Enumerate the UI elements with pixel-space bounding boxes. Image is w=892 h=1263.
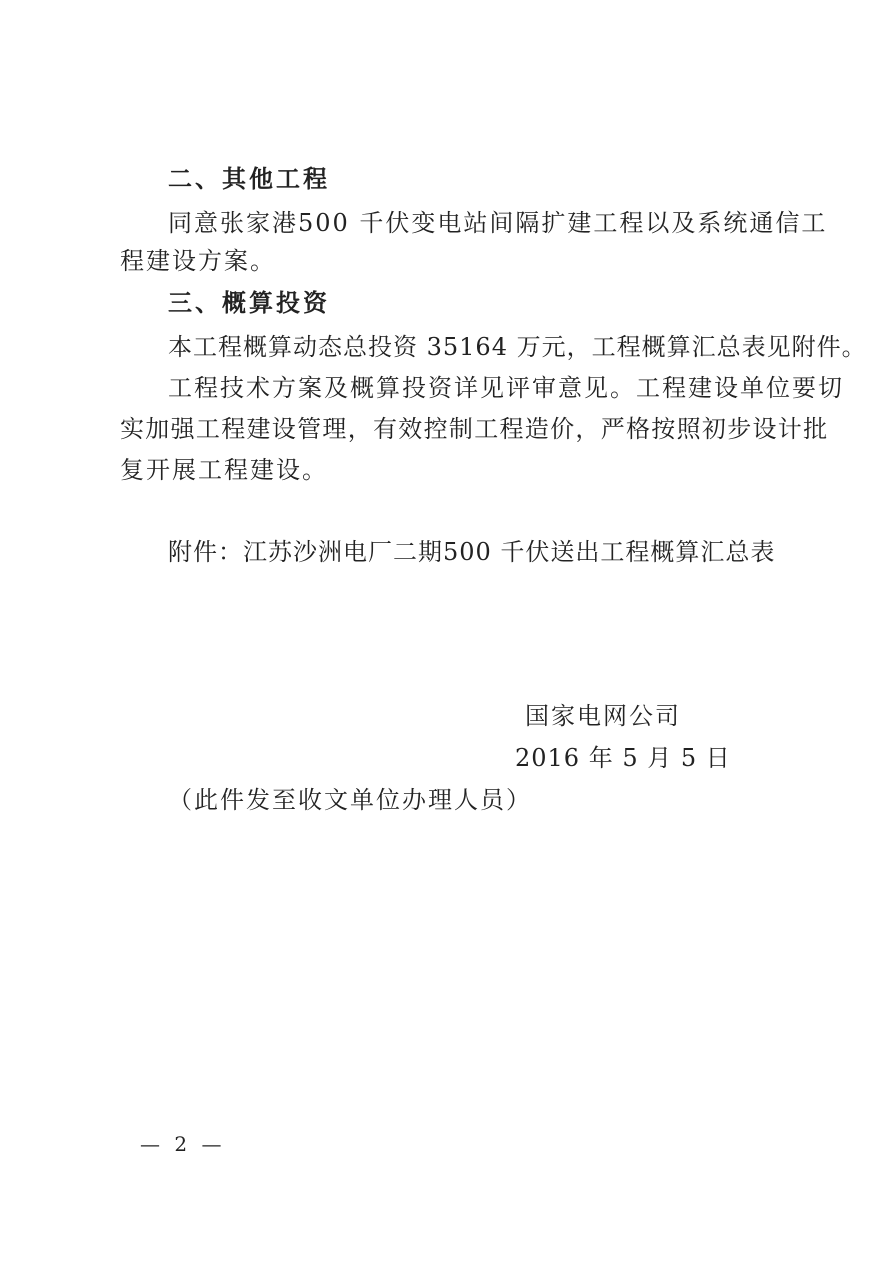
section-heading-budget-investment: 三、概算投资 [168,289,330,317]
section2-paragraph-line-1: 同意张家港500 千伏变电站间隔扩建工程以及系统通信工 [168,209,828,237]
issue-date: 2016 年 5 月 5 日 [515,744,731,772]
section-heading-other-works: 二、其他工程 [168,165,330,193]
section3-paragraph-2-line-3: 复开展工程建设。 [120,456,328,484]
section3-paragraph-2-line-2: 实加强工程建设管理，有效控制工程造价，严格按照初步设计批 [120,415,829,443]
attachment-line: 附件：江苏沙洲电厂二期500 千伏送出工程概算汇总表 [168,538,776,566]
page-number: — 2 — [140,1132,226,1156]
section2-paragraph-line-2: 程建设方案。 [120,247,276,275]
section3-paragraph-2-line-1: 工程技术方案及概算投资详见评审意见。工程建设单位要切 [168,374,844,402]
issuer-name: 国家电网公司 [525,702,681,730]
distribution-note: （此件发至收文单位办理人员） [168,786,532,814]
section3-paragraph-1: 本工程概算动态总投资 35164 万元，工程概算汇总表见附件。 [168,333,867,361]
